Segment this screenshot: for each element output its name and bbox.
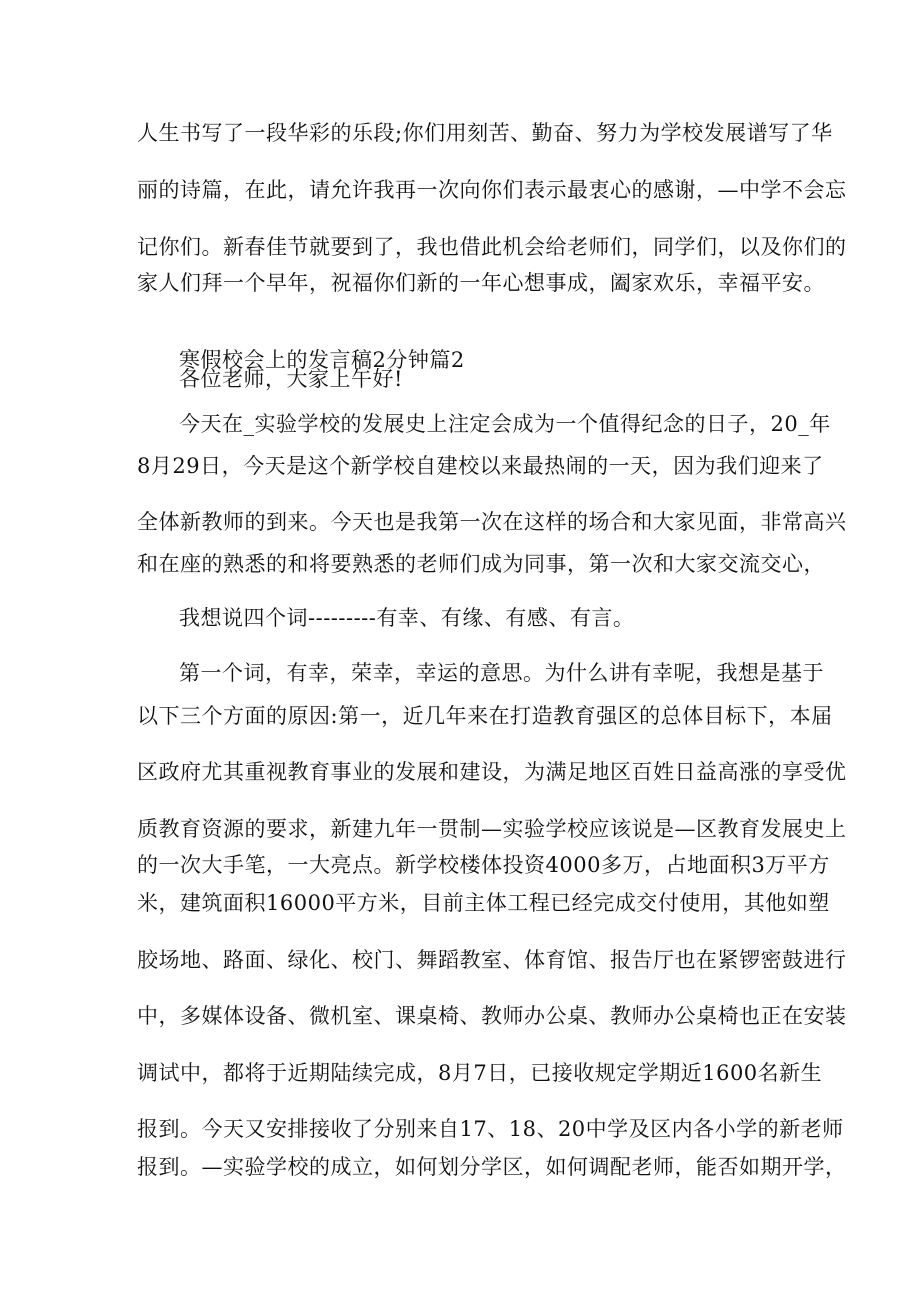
greeting-line: 各位老师，大家上午好! xyxy=(179,367,403,391)
paragraph-line: 家人们拜一个早年，祝福你们新的一年心想事成，阖家欢乐，幸福平安。 xyxy=(137,271,825,295)
paragraph-line: 以下三个方面的原因:第一，近几年来在打造教育强区的总体目标下，本届 xyxy=(137,704,833,728)
paragraph-line: 丽的诗篇，在此，请允许我再一次向你们表示最衷心的感谢，—中学不会忘 xyxy=(137,178,847,202)
paragraph-line: 我想说四个词---------有幸、有缘、有感、有言。 xyxy=(179,606,635,630)
paragraph-line: 第一个词，有幸，荣幸，幸运的意思。为什么讲有幸呢，我想是基于 xyxy=(179,661,824,685)
paragraph-line: 8月29日，今天是这个新学校自建校以来最热闹的一天，因为我们迎来了 xyxy=(137,454,824,478)
paragraph-line: 报到。—实验学校的成立，如何划分学区，如何调配老师，能否如期开学， xyxy=(137,1155,847,1179)
paragraph-line: 中，多媒体设备、微机室、课桌椅、教师办公桌、教师办公桌椅也正在安装 xyxy=(137,1004,847,1028)
paragraph-line: 的一次大手笔，一大亮点。新学校楼体投资4000多万，占地面积3万平方 xyxy=(137,853,830,877)
paragraph-line: 人生书写了一段华彩的乐段;你们用刻苦、勤奋、努力为学校发展谱写了华 xyxy=(137,121,833,145)
paragraph-line: 记你们。新春佳节就要到了，我也借此机会给老师们，同学们，以及你们的 xyxy=(137,235,847,259)
section-heading: 寒假校会上的发言稿2分钟篇2 xyxy=(179,348,465,372)
paragraph-line: 全体新教师的到来。今天也是我第一次在这样的场合和大家见面，非常高兴 xyxy=(137,510,847,534)
paragraph-line: 今天在_实验学校的发展史上注定会成为一个值得纪念的日子，20_年 xyxy=(179,412,831,436)
paragraph-line: 胶场地、路面、绿化、校门、舞蹈教室、体育馆、报告厅也在紧锣密鼓进行 xyxy=(137,948,847,972)
paragraph-line: 质教育资源的要求，新建九年一贯制—实验学校应该说是—区教育发展史上 xyxy=(137,817,847,841)
paragraph-line: 区政府尤其重视教育事业的发展和建设，为满足地区百姓日益高涨的享受优 xyxy=(137,760,847,784)
paragraph-line: 米，建筑面积16000平方米，目前主体工程已经完成交付使用，其他如塑 xyxy=(137,891,830,915)
paragraph-line: 和在座的熟悉的和将要熟悉的老师们成为同事，第一次和大家交流交心， xyxy=(137,552,825,576)
paragraph-line: 调试中，都将于近期陆续完成，8月7日，已接收规定学期近1600名新生 xyxy=(137,1061,823,1085)
paragraph-line: 报到。今天又安排接收了分别来自17、18、20中学及区内各小学的新老师 xyxy=(137,1117,844,1141)
